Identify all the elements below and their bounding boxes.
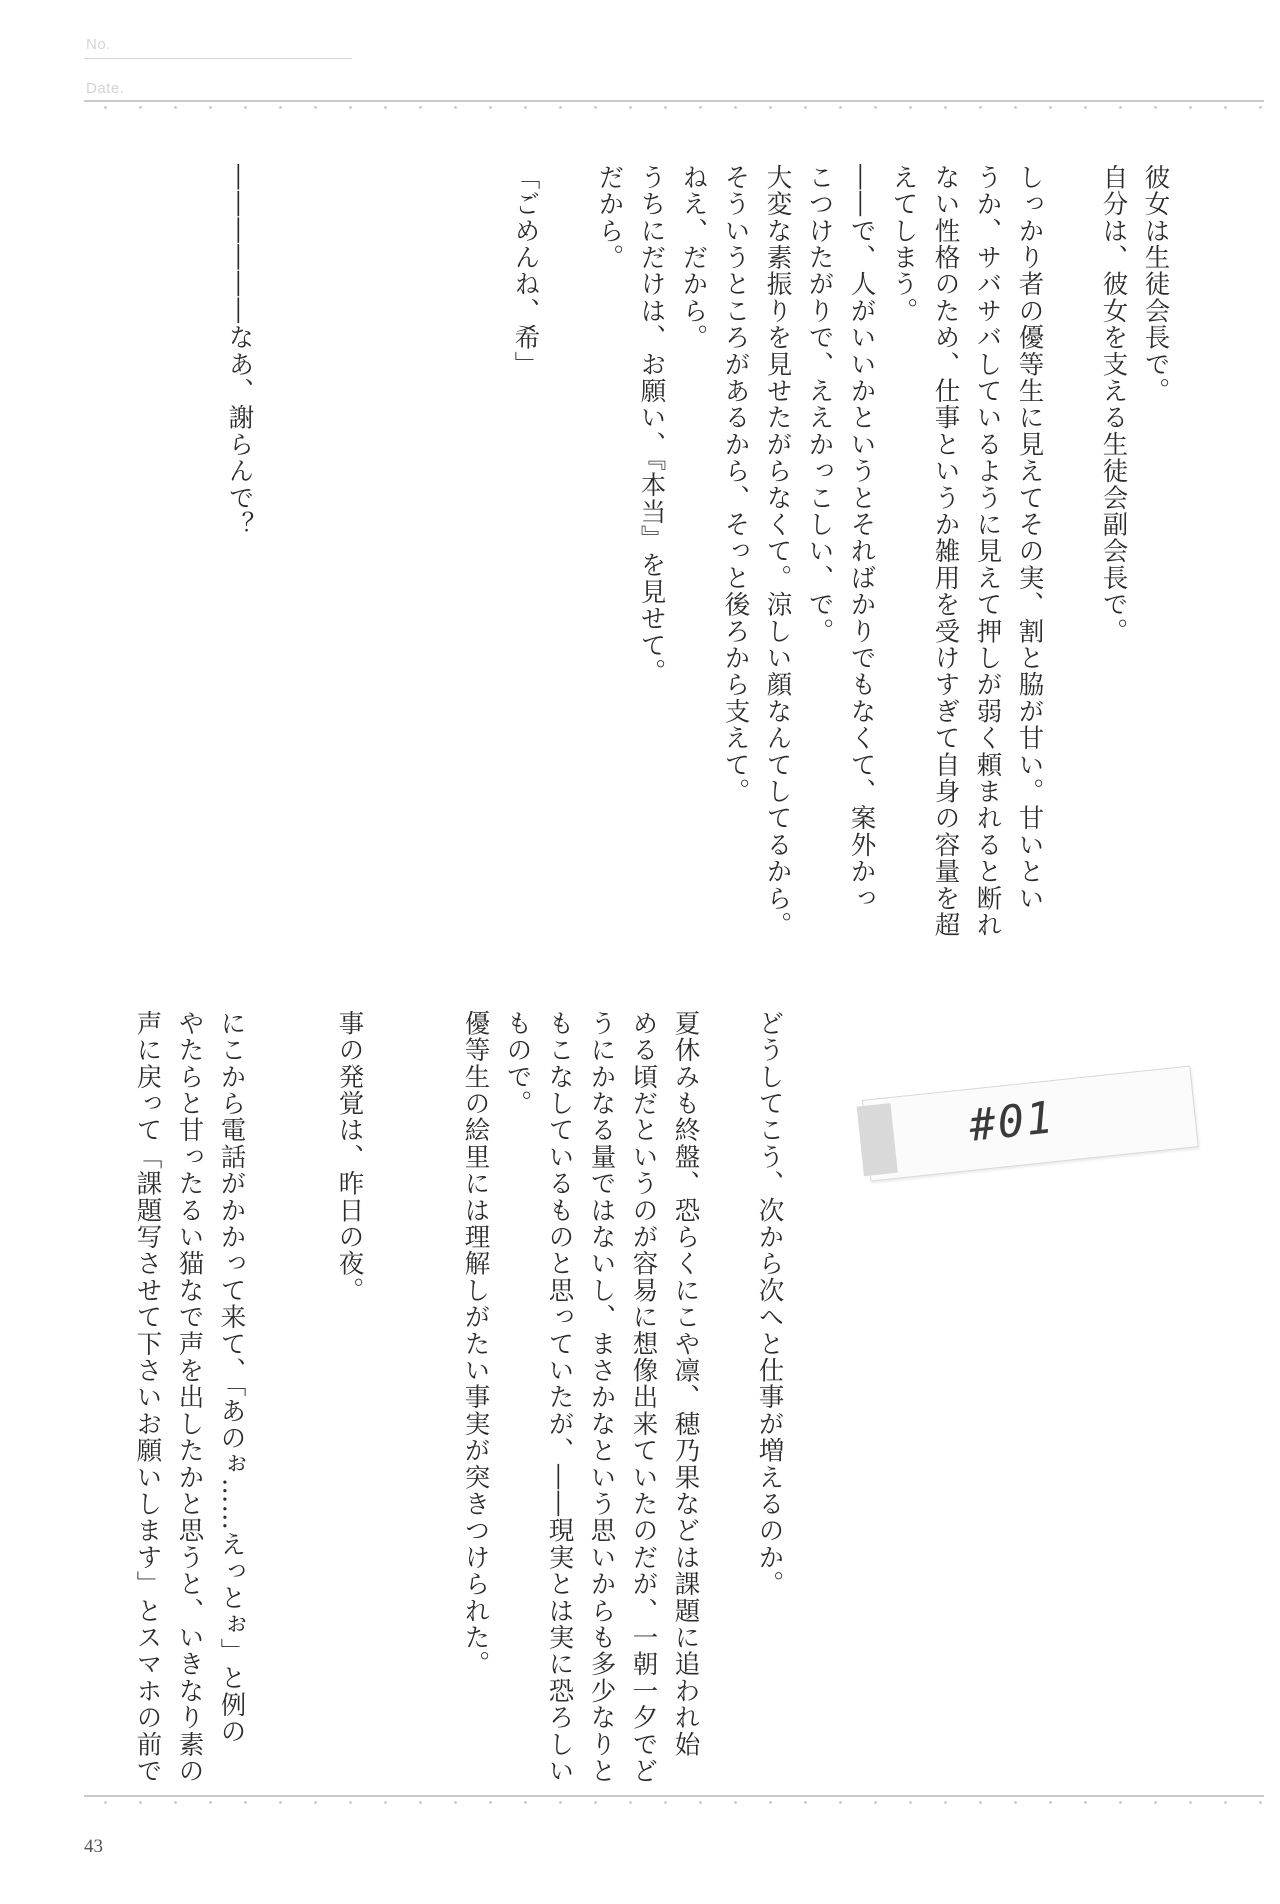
text-column: ねえ、だから。 xyxy=(678,164,709,351)
text-column: しっかり者の優等生に見えてその実、割と脇が甘い。甘いとい xyxy=(1014,164,1045,912)
chapter-label-slip xyxy=(862,1066,1199,1182)
bottom-dotted-rule xyxy=(84,1795,1264,1809)
text-column: める頃だというのが容易に想像出来ていたのだが、一朝一夕でど xyxy=(628,1010,659,1785)
text-column: 夏休みも終盤、恐らくにこや凛、穂乃果などは課題に追われ始 xyxy=(670,1010,701,1758)
text-column: もので。 xyxy=(502,1010,533,1117)
text-column: うにかなる量ではないし、まさかなという思いからも多少なりと xyxy=(586,1010,617,1785)
chapter-label: #01 xyxy=(966,1092,1058,1152)
text-column: どうしてこう、次から次へと仕事が増えるのか。 xyxy=(754,1010,785,1598)
text-column: やたらと甘ったるい猫なで声を出したかと思うと、いきなり素の xyxy=(174,1010,205,1785)
page-number: 43 xyxy=(84,1836,103,1857)
text-column: 「ごめんね、希」 xyxy=(510,164,541,378)
text-column: 大変な素振りを見せたがらなくて。涼しい顔なんてしてるから。 xyxy=(762,164,793,939)
text-column: ――――――なあ、謝らんで？ xyxy=(224,164,255,538)
text-column: うちにだけは、お願い、『本当』を見せて。 xyxy=(636,164,667,686)
text-column: ない性格のため、仕事というか雑用を受けすぎて自身の容量を超 xyxy=(930,164,961,939)
text-column: こつけたがりで、ええかっこしい、で。 xyxy=(804,164,835,645)
text-column: 事の発覚は、昨日の夜。 xyxy=(334,1010,365,1304)
header-date-label: Date. xyxy=(86,80,125,97)
text-column: もこなしているものと思っていたが、――現実とは実に恐ろしい xyxy=(544,1010,575,1785)
text-column: にこから電話がかかって来て、「あのぉ……えっとぉ」と例の xyxy=(216,1010,247,1745)
top-dotted-rule xyxy=(84,100,1264,114)
text-column: ――で、人がいいかというとそればかりでもなくて、案外かっ xyxy=(846,164,877,912)
text-column: 自分は、彼女を支える生徒会副会長で。 xyxy=(1098,164,1129,645)
text-column: だから。 xyxy=(594,164,625,271)
text-column: そういうところがあるから、そっと後ろから支えて。 xyxy=(720,164,751,805)
header-no-label: No. xyxy=(86,36,111,53)
text-column: 声に戻って「課題写させて下さいお願いします」とスマホの前で xyxy=(132,1010,163,1785)
header-no-line xyxy=(84,58,352,59)
slip-tape xyxy=(857,1103,898,1176)
text-column: うか、サバサバしているように見えて押しが弱く頼まれると断れ xyxy=(972,164,1003,939)
text-column: 優等生の絵里には理解しがたい事実が突きつけられた。 xyxy=(460,1010,491,1678)
text-column: 彼女は生徒会長で。 xyxy=(1140,164,1171,405)
text-column: えてしまう。 xyxy=(888,164,919,325)
